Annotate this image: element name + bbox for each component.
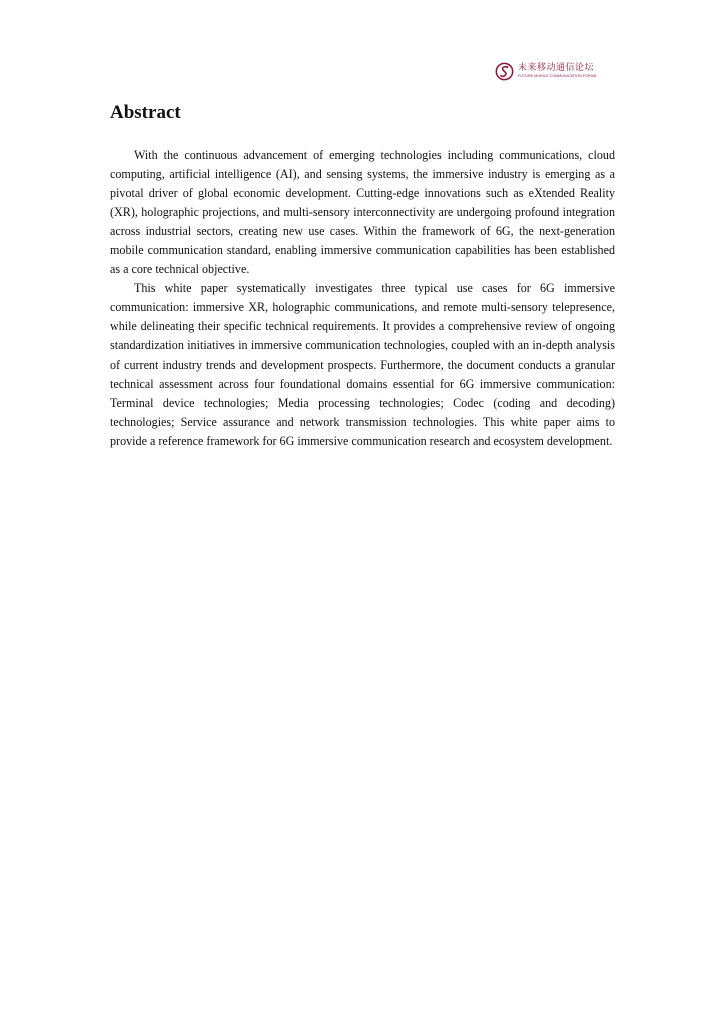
forum-logo-icon — [495, 62, 514, 81]
abstract-body — [110, 146, 615, 451]
forum-logo-cn: 未来移动通信论坛 — [518, 62, 595, 73]
page-title: Abstract — [110, 102, 181, 123]
forum-logo-en: FUTURE MOBILE COMMUNICATION FORUM — [518, 73, 597, 78]
abstract-paragraph-2: This white paper systematically investigates three typical use cases for 6G immersive communication: immersive XR, holographic communications, and remote multi-sensory telepresence, while delineating their specific technical requirements. It provides a comprehensive review of ongoing standardization initiatives in immersive communication technologies, coupled with an in-depth analysis of current industry trends and development prospects. Furthermore, the document conducts a granular technical assessment across four foundational domains essential for 6G immersive communication: Terminal device technologies; Media processing technologies; Codec (coding and decoding) technologies; Service assurance and network transmission technologies. This white paper aims to provide a reference framework for 6G immersive communication research and ecosystem development. — [110, 281, 615, 448]
forum-logo-text — [518, 64, 597, 79]
abstract-paragraph-1: With the continuous advancement of emerging technologies including communications, cloud computing, artificial intelligence (AI), and sensing systems, the immersive industry is emerging as a pivotal driver of global economic development. Cutting-edge innovations such as eXtended Reality (XR), holographic projections, and multi-sensory interconnectivity are undergoing profound integration across industrial sectors, creating new use cases. Within the framework of 6G, the next-generation mobile communication standard, enabling immersive communication capabilities has been established as a core technical objective. — [110, 148, 615, 277]
forum-logo — [495, 60, 605, 82]
